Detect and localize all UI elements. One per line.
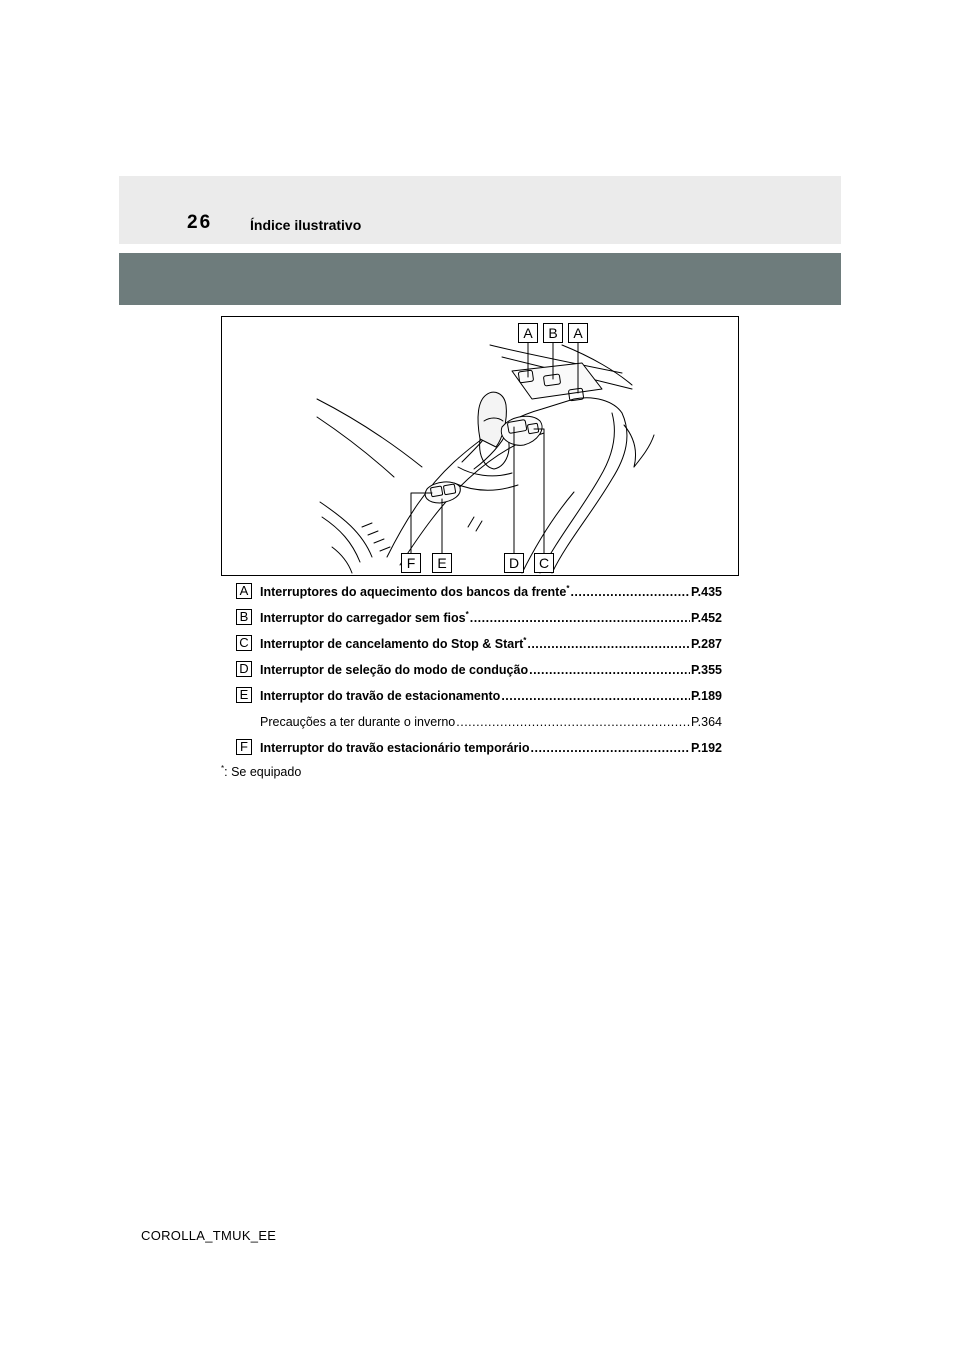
section-band — [119, 253, 841, 305]
legend-label: Interruptor de cancelamento do Stop & Start — [260, 637, 524, 651]
dot-leader — [501, 688, 690, 704]
legend-item-c — [236, 635, 722, 655]
callout-a-left: A — [518, 323, 538, 343]
legend-label: Precauções a ter durante o inverno — [260, 715, 456, 729]
legend-subitem-winter — [236, 713, 722, 733]
page-reference[interactable]: P.364 — [690, 715, 722, 729]
dot-leader — [470, 610, 690, 626]
page-header — [119, 176, 841, 244]
page-reference[interactable]: P.189 — [690, 689, 722, 703]
footnote-marker: * — [465, 610, 469, 619]
callout-d: D — [504, 553, 524, 573]
legend-item-e — [236, 687, 722, 707]
dot-leader — [531, 740, 690, 756]
callout-f: F — [401, 553, 421, 573]
legend-item-a — [236, 583, 722, 603]
dot-leader — [527, 636, 690, 652]
footnote-text: : Se equipado — [224, 765, 302, 779]
legend-item-b — [236, 609, 722, 629]
legend-key: F — [236, 739, 252, 755]
page-reference[interactable]: P.435 — [690, 585, 722, 599]
page-number: 26 — [187, 212, 213, 233]
legend-label: Interruptores do aquecimento dos bancos da frente — [260, 585, 567, 599]
footnote-marker: * — [523, 636, 527, 645]
center-console-drawing — [222, 317, 738, 575]
document-code: COROLLA_TMUK_EE — [141, 1228, 277, 1243]
dot-leader — [456, 714, 690, 730]
callout-e: E — [432, 553, 452, 573]
legend-label: Interruptor de seleção do modo de condução — [260, 663, 529, 677]
legend-label: Interruptor do carregador sem fios — [260, 611, 466, 625]
page-reference[interactable]: P.355 — [690, 663, 722, 677]
legend-key: B — [236, 609, 252, 625]
legend-item-d — [236, 661, 722, 681]
legend-item-f — [236, 739, 722, 759]
callout-c: C — [534, 553, 554, 573]
page-reference[interactable]: P.287 — [690, 637, 722, 651]
legend-label: Interruptor do travão estacionário temporário — [260, 741, 530, 755]
dot-leader — [529, 662, 690, 678]
callout-a-right: A — [568, 323, 588, 343]
callout-b: B — [543, 323, 563, 343]
legend-key: E — [236, 687, 252, 703]
legend-key: D — [236, 661, 252, 677]
section-title: Índice ilustrativo — [250, 217, 362, 233]
legend-label: Interruptor do travão de estacionamento — [260, 689, 501, 703]
footnote-marker: * — [566, 584, 570, 593]
console-illustration — [221, 316, 739, 576]
page-reference[interactable]: P.452 — [690, 611, 722, 625]
page-reference[interactable]: P.192 — [690, 741, 722, 755]
legend-key: C — [236, 635, 252, 651]
footnote-marker: * — [221, 764, 225, 773]
legend-key: A — [236, 583, 252, 599]
dot-leader — [570, 584, 690, 600]
footnote — [221, 764, 301, 780]
